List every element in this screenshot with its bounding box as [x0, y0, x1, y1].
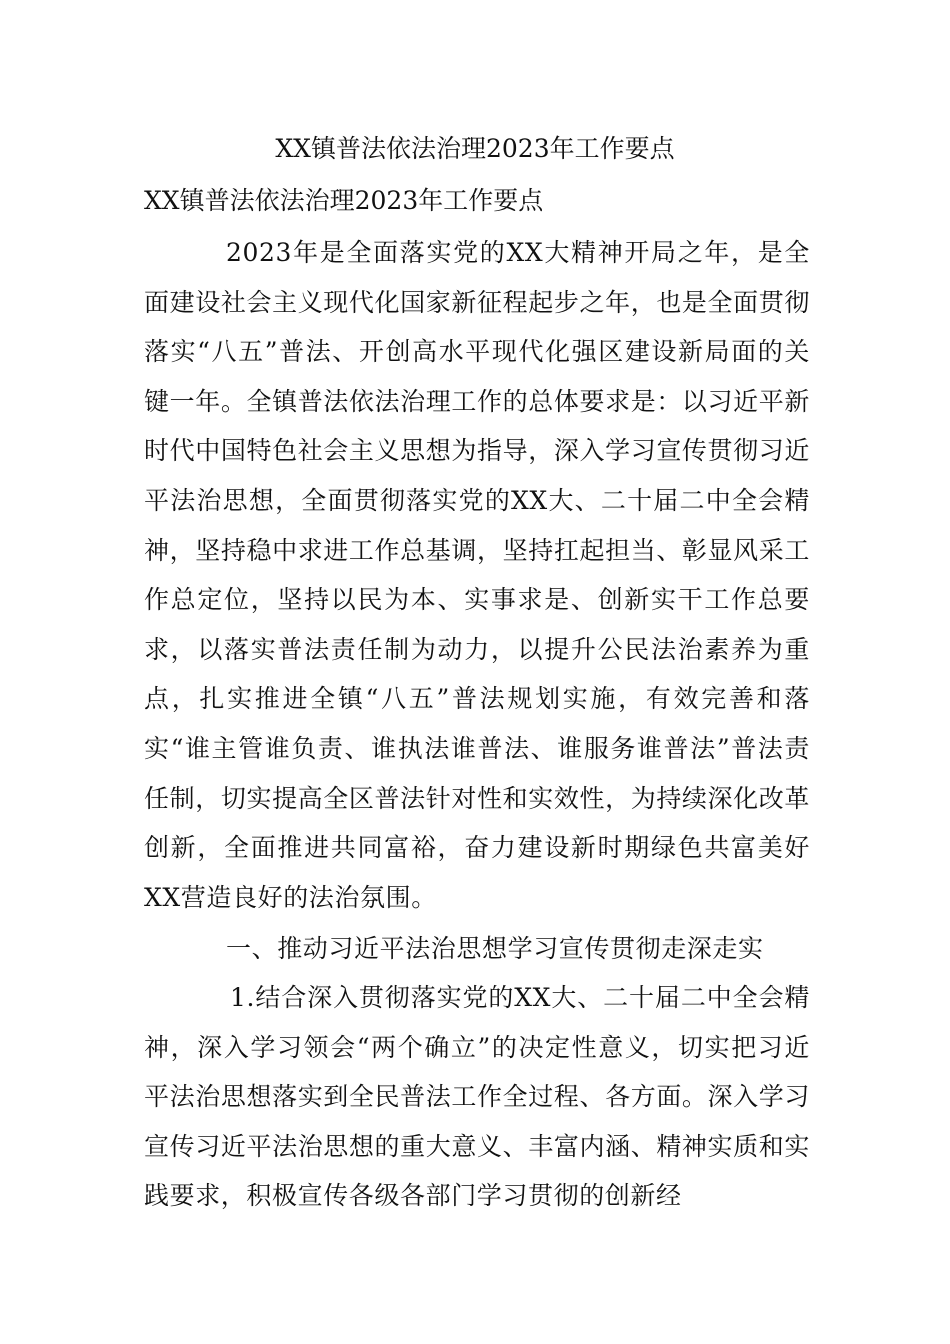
body-paragraph-item-1: 1.结合深入贯彻落实党的XX大、二十届二中全会精神，深入学习领会“两个确立”的决定性意义，切实把习近平法治思想落实到全民普法工作全过程、各方面。深入学习宣传习近平法治思想的重大意义、丰富内涵、精神实质和实践要求，积极宣传各级各部门学习贯彻的创新经	[144, 983, 810, 1211]
document-subtitle: XX镇普法依法治理2023年工作要点	[144, 186, 544, 215]
body-paragraph-intro: 2023年是全面落实党的XX大精神开局之年，是全面建设社会主义现代化国家新征程起步之年，也是全面贯彻落实“八五”普法、开创高水平现代化强区建设新局面的关键一年。全镇普法依法治理工作的总体要求是：以习近平新时代中国特色社会主义思想为指导，深入学习宣传贯彻习近平法治思想，全面贯彻落实党的XX大、二十届二中全会精神，坚持稳中求进工作总基调，坚持扛起担当、彰显风采工作总定位，坚持以民为本、实事求是、创新实干工作总要求，以落实普法责任制为动力，以提升公民法治素养为重点，扎实推进全镇“八五”普法规划实施，有效完善和落实“谁主管谁负责、谁执法谁普法、谁服务谁普法”普法责任制，切实提高全区普法针对性和实效性，为持续深化改革创新，全面推进共同富裕，奋力建设新时期绿色共富美好XX营造良好的法治氛围。	[144, 238, 810, 912]
document-title: XX镇普法依法治理2023年工作要点	[275, 134, 675, 163]
section-heading-1: 一、推动习近平法治思想学习宣传贯彻走深走实	[226, 934, 764, 963]
